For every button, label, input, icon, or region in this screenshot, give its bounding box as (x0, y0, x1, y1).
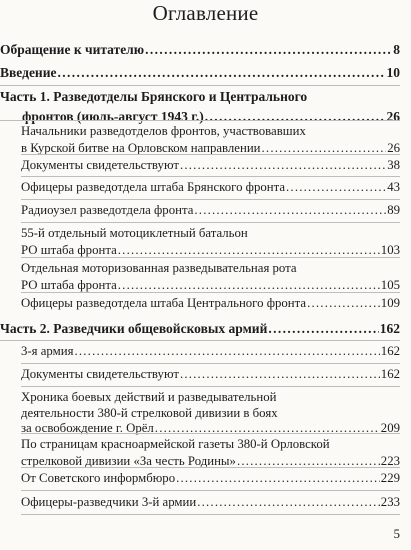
toc-page-number: 233 (380, 495, 400, 509)
toc-leader-dots (57, 65, 385, 81)
toc-separator (21, 514, 400, 515)
toc-leader-dots (176, 471, 380, 486)
toc-entry-title: стрелковой дивизии «За честь Родины» (21, 454, 236, 468)
toc-entry-title: Офицеры разведотдела штаба Брянского фронта (21, 180, 286, 194)
toc-separator (21, 199, 400, 200)
toc-leader-dots (197, 495, 380, 510)
toc-leader-dots (180, 367, 380, 382)
toc-entry-title: Документы свидетельствуют (21, 367, 179, 381)
toc-leader-dots (118, 243, 380, 258)
toc-leader-dots (180, 158, 386, 173)
toc-leader-dots (145, 42, 392, 58)
toc-separator (0, 85, 400, 86)
toc-page-number: 162 (380, 367, 400, 381)
toc-leader-dots (205, 109, 386, 125)
toc-page-number: 105 (380, 278, 400, 292)
toc-separator (21, 467, 400, 468)
toc-leader-dots (307, 296, 380, 311)
toc-separator (21, 222, 400, 223)
toc-entry-title: РО штаба фронта (21, 278, 117, 292)
toc-entry-title: Офицеры разведотдела штаба Центрального фронта (21, 296, 307, 310)
toc-separator (21, 490, 400, 491)
toc-separator (21, 154, 400, 155)
toc-entry-title: 3-я армия (21, 344, 74, 358)
toc-page-number: 8 (393, 42, 400, 57)
toc-entry-title: Документы свидетельствуют (21, 158, 179, 172)
toc-page-number: 26 (386, 109, 400, 124)
toc-entry-title: Хроника боевых действий и разведывательной (21, 390, 277, 404)
toc-entry-title: деятельности 380-й стрелковой дивизии в боях (21, 405, 278, 420)
toc-leader-dots (194, 203, 386, 218)
toc-separator (21, 386, 400, 387)
toc-entry-title: От Советского информбюро (21, 471, 176, 485)
toc-entry-title: в Курской битве на Орловском направлении (21, 141, 261, 155)
toc-page-number: 162 (380, 344, 400, 358)
page-number: 5 (393, 526, 400, 541)
toc-entry-title: Введение (0, 65, 57, 80)
toc-page-number: 103 (380, 243, 400, 257)
toc-entry-title: Обращение к читателю (0, 42, 145, 57)
toc-page-number: 162 (379, 321, 400, 336)
toc-separator (21, 292, 400, 293)
toc-page-number: 10 (386, 65, 400, 80)
toc-entry-title: По страницам красноармейской газеты 380-й Орловской (21, 437, 330, 451)
toc-entry-title: Часть 2. Разведчики общевойсковых армий (0, 321, 268, 336)
toc-entry-title: Офицеры-разведчики 3-й армии (21, 495, 197, 509)
toc-leader-dots (286, 180, 386, 195)
toc-page-number: 229 (380, 471, 400, 485)
toc-separator (21, 363, 400, 364)
toc-page-number: 209 (380, 421, 400, 435)
toc-leader-dots (268, 321, 378, 337)
toc-entry-title: Отдельная моторизованная разведывательная рота (21, 261, 297, 275)
toc-entry-title: за освобождение г. Орёл (21, 421, 154, 435)
page-title: Оглавление (152, 1, 259, 25)
toc-entry-title: Начальники разведотделов фронтов, участвовавших (21, 124, 306, 138)
toc-leader-dots (118, 278, 380, 293)
toc-entry-title: РО штаба фронта (21, 243, 117, 257)
toc-page-number: 26 (387, 141, 400, 155)
toc-separator (21, 176, 400, 177)
toc-page-number: 223 (380, 454, 400, 468)
toc-leader-dots (74, 344, 379, 359)
toc-page-number: 109 (380, 296, 400, 310)
toc-page-number: 43 (387, 180, 400, 194)
toc-separator (21, 257, 400, 258)
toc-entry-title: Часть 1. Разведотделы Брянского и Центрального (0, 89, 308, 104)
toc-separator (21, 433, 400, 434)
toc-separator (0, 120, 400, 121)
toc-entry-title: 55-й отдельный мотоциклетный батальон (21, 226, 248, 240)
toc-entry-title: Радиоузел разведотдела фронта (21, 203, 194, 217)
toc-separator (0, 340, 400, 341)
toc-page-number: 89 (387, 203, 400, 217)
toc-page-number: 38 (387, 158, 400, 172)
toc-entry-title: фронтов (июль-август 1943 г.) (22, 109, 204, 124)
